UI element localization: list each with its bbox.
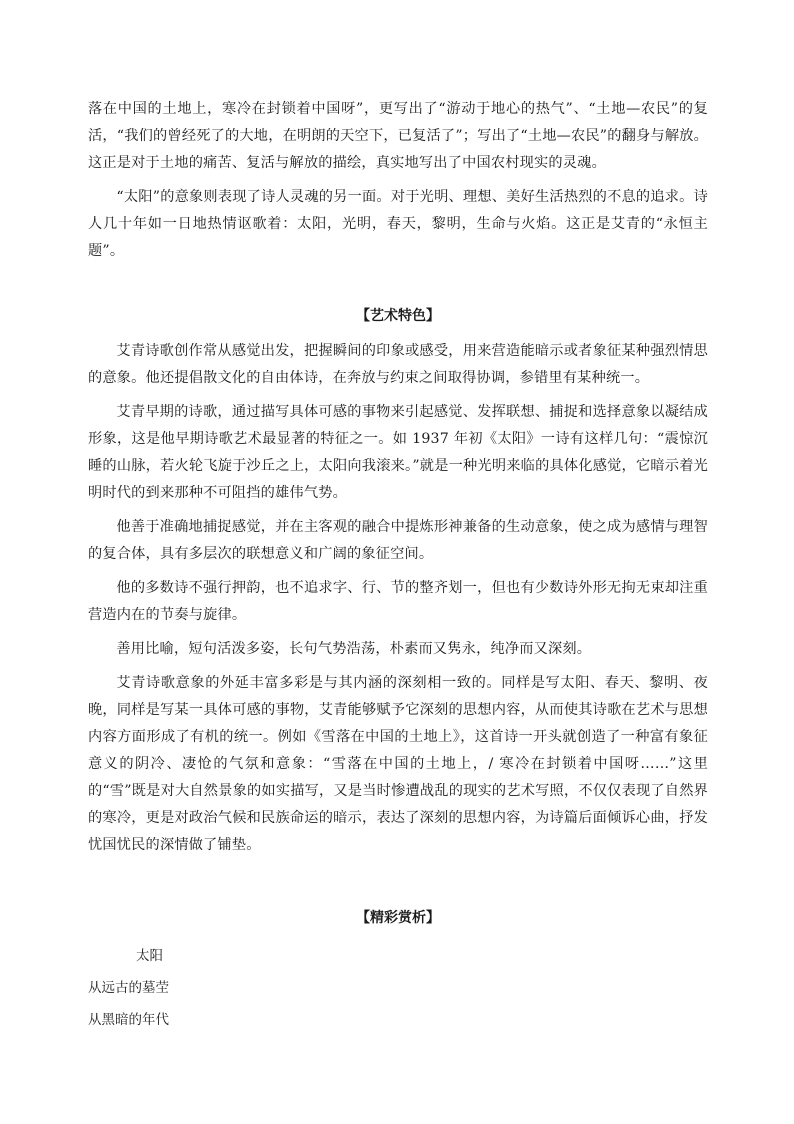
- art-paragraph-3: 他善于准确地捕捉感觉，并在主客观的融合中提炼形神兼备的生动意象，使之成为感情与理智的复合体，具有多层次的联想意义和广阔的象征空间。: [88, 519, 708, 562]
- intro-paragraph-2: “太阳”的意象则表现了诗人灵魂的另一面。对于光明、理想、美好生活热烈的不息的追求。诗人几十年如一日地热情讴歌着：太阳，光明，春天，黎明，生命与火焰。这正是艾青的“永恒主题”。: [88, 189, 708, 259]
- intro-paragraph-1: 落在中国的土地上，寒冷在封锁着中国呀”，更写出了“游动于地心的热气”、“土地—农民”的复活，“我们的曾经死了的大地，在明朗的天空下，已复活了”；写出了“土地—农民”的翻身与解放。这正是对于土地的痛苦、复活与解放的描绘，真实地写出了中国农村现实的灵魂。: [88, 101, 708, 171]
- section-heading-art-features: 【艺术特色】: [356, 308, 440, 324]
- art-paragraph-4: 他的多数诗不强行押韵，也不追求字、行、节的整齐划一，但也有少数诗外形无拘无束却注重营造内在的节奏与旋律。: [88, 580, 708, 623]
- art-paragraph-6: 艾青诗歌意象的外延丰富多彩是与其内涵的深刻相一致的。同样是写太阳、春天、黎明、夜晚，同样是写某一具体可感的事物，艾青能够赋予它深刻的思想内容，从而使其诗歌在艺术与思想内容方面形成了有机的统一。例如《雪落在中国的土地上》，这首诗一开头就创造了一种富有象征意义的阴冷、凄怆的气氛和意象：“雪落在中国的土地上，/ 寒冷在封锁着中国呀……”这里的“雪”既是对大自然景象的如实描写，又是当时惨遭战乱的现实的艺术写照，不仅仅表现了自然界的寒冷，更是对政治气候和民族命运的暗示，表达了深刻的思想内容，为诗篇后面倾诉心曲，抒发忧国忧民的深情做了铺垫。: [88, 675, 708, 853]
- poem-title: 太阳: [136, 948, 163, 964]
- art-paragraph-2: 艾青早期的诗歌，通过描写具体可感的事物来引起感觉、发挥联想、捕捉和选择意象以凝结成形象，这是他早期诗歌艺术最显著的特征之一。如 1937 年初《太阳》一诗有这样几句：“震惊沉睡的山脉，若火轮飞旋于沙丘之上，太阳向我滚来。”就是一种光明来临的具体化感觉，它暗示着光明时代的到来那种不可阻挡的雄伟气势。: [88, 404, 708, 501]
- art-paragraph-5: 善用比喻，短句活泼多姿，长句气势浩荡，朴素而又隽永，纯净而又深刻。: [116, 641, 592, 657]
- poem-line-1: 从远古的墓茔: [88, 980, 169, 996]
- section-heading-appreciation: 【精彩赏析】: [356, 910, 440, 926]
- poem-line-2: 从黑暗的年代: [88, 1012, 169, 1028]
- art-paragraph-1: 艾青诗歌创作常从感觉出发，把握瞬间的印象或感受，用来营造能暗示或者象征某种强烈情思的意象。他还提倡散文化的自由体诗，在奔放与约束之间取得协调，参错里有某种统一。: [88, 343, 708, 386]
- document-page: [88, 96, 708, 1036]
